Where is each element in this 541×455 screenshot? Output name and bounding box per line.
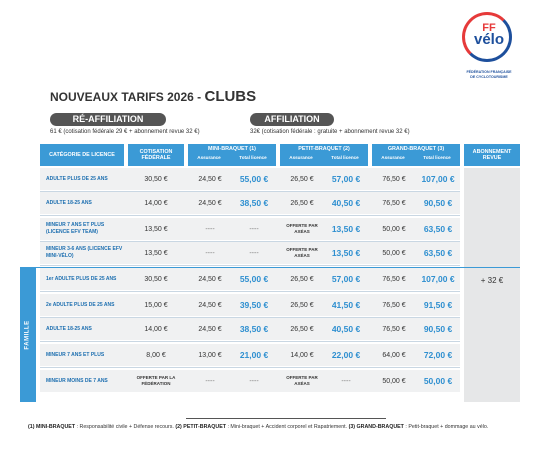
cell-petit-ass: 26,50 € [290,199,314,207]
cell-cotisation: 30,50 € [144,175,168,183]
cell-petit-tot: 41,50 € [331,300,361,310]
cell-grand-tot: 90,50 € [423,324,453,334]
abonnement-value: + 32 € [480,275,504,285]
cell-grand-tot: 72,00 € [423,350,453,360]
affiliation-note: 32€ (cotisation fédérale : gratuite + abonnement revue 32 €) [250,129,410,135]
page-title [50,88,256,105]
cell-grand-tot: 63,50 € [423,224,453,234]
cell-mini-tot: ---- [249,249,259,257]
row-separator [40,265,460,266]
title-main: CLUBS [204,88,257,105]
header-abonnement: ABONNEMENT REVUE [464,144,520,166]
cell-mini-tot: 55,00 € [239,274,269,284]
header-mini-title: MINI-BRAQUET (1) [208,146,256,152]
row-category: MINEUR 3-6 ANS (LICENCE EFV MINI-VÉLO) [46,246,123,259]
header-grand-title: GRAND-BRAQUET (3) [387,146,445,152]
header-grand [372,144,460,166]
cell-mini-tot: ---- [249,377,259,385]
footnote-rule [186,418,386,419]
cell-mini-ass: ---- [205,377,215,385]
cell-mini-tot: 38,50 € [239,198,269,208]
footnote-n2: (2) PETIT-BRAQUET [175,424,226,430]
row-category: MINEUR 7 ANS ET PLUS (LICENCE EFV TEAM) [46,222,105,235]
cell-grand-ass: 76,50 € [382,175,406,183]
cell-grand-ass: 50,00 € [382,377,406,385]
cell-mini-ass: 13,00 € [198,351,222,359]
row-category: MINEUR 7 ANS ET PLUS [46,351,105,358]
footnote-t1: : Responsabilité civile + Défense recours. [75,424,176,430]
cell-grand-ass: 76,50 € [382,275,406,283]
footnote-t3: : Petit-braquet + dommage au vélo. [403,424,489,430]
cell-mini-ass: ---- [205,225,215,233]
cell-grand-ass: 76,50 € [382,325,406,333]
header-mini-assurance: Assurance [197,155,221,160]
header-cotisation: COTISATION FÉDÉRALE [128,144,184,166]
logo-subtitle [456,70,522,80]
cell-cotisation: 8,00 € [146,351,166,359]
row-separator [40,215,460,216]
row-category: MINEUR MOINS DE 7 ANS [46,377,108,384]
cell-petit-tot: 57,00 € [331,274,361,284]
cell-petit-ass: 26,50 € [290,325,314,333]
cell-cotisation: 30,50 € [144,275,168,283]
cell-mini-tot: 55,00 € [239,174,269,184]
cell-petit-tot: ---- [341,377,351,385]
footnote-t2: : Mini-braquet + Accident corporel et Rapatriement. [225,424,349,430]
row-separator [40,367,460,368]
reaffiliation-tag: RÉ-AFFILIATION [50,113,166,126]
header-petit-total: Total licence [331,155,359,160]
cell-petit-tot: 13,50 € [331,248,361,258]
cell-mini-ass: 24,50 € [198,275,222,283]
cell-grand-tot: 91,50 € [423,300,453,310]
cell-grand-ass: 50,00 € [382,249,406,257]
cell-mini-tot: 21,00 € [239,350,269,360]
cell-mini-ass: ---- [205,249,215,257]
header-petit-assurance: Assurance [289,155,313,160]
famille-label [20,268,36,402]
cell-cotisation: 13,50 € [144,249,168,257]
cell-petit-ass: 26,50 € [290,175,314,183]
title-prefix: NOUVEAUX TARIFS 2026 - [50,90,205,104]
cell-petit-ass: 26,50 € [290,275,314,283]
header-petit-title: PETIT-BRAQUET (2) [298,146,350,152]
cell-petit-tot: 40,50 € [331,198,361,208]
cell-grand-tot: 107,00 € [421,174,455,184]
ffvelo-logo [460,12,522,79]
cell-petit-ass: 26,50 € [290,301,314,309]
cell-grand-ass: 64,00 € [382,351,406,359]
cell-mini-ass: 24,50 € [198,175,222,183]
cell-grand-tot: 107,00 € [421,274,455,284]
reaffiliation-note: 61 € (cotisation fédérale 29 € + abonnement revue 32 €) [50,129,200,135]
cell-grand-tot: 90,50 € [423,198,453,208]
affiliation-tag: AFFILIATION [250,113,334,126]
row-category: 2e ADULTE PLUS DE 25 ANS [46,301,115,308]
cell-petit-ass: OFFERTE PAR AXÉAS [286,247,318,258]
cell-petit-tot: 22,00 € [331,350,361,360]
cell-cotisation: 13,50 € [144,225,168,233]
row-category: ADULTE 18-25 ANS [46,325,92,332]
header-mini-total: Total licence [239,155,267,160]
logo-subtitle-line1: FÉDÉRATION FRANÇAISE [466,70,512,74]
cell-petit-ass: 14,00 € [290,351,314,359]
cell-grand-tot: 63,50 € [423,248,453,258]
famille-label-text: FAMILLE [25,320,32,350]
logo-velo: vélo [473,31,504,48]
header-grand-assurance: Assurance [381,155,405,160]
row-category: 1er ADULTE PLUS DE 25 ANS [46,275,117,282]
cell-grand-ass: 76,50 € [382,301,406,309]
cell-petit-tot: 13,50 € [331,224,361,234]
cell-petit-ass: OFFERTE PAR AXÉAS [286,375,318,386]
cell-petit-tot: 40,50 € [331,324,361,334]
cell-mini-tot: ---- [249,225,259,233]
cell-grand-ass: 76,50 € [382,199,406,207]
header-grand-total: Total licence [423,155,451,160]
row-category: ADULTE PLUS DE 25 ANS [46,175,108,182]
cell-cotisation: 15,00 € [144,301,168,309]
cell-mini-ass: 24,50 € [198,325,222,333]
logo-subtitle-line2: DE CYCLOTOURISME [470,75,508,79]
cell-petit-ass: OFFERTE PAR AXÉAS [286,223,318,234]
cell-mini-ass: 24,50 € [198,301,222,309]
footnote-n1: (1) MINI-BRAQUET [28,424,76,430]
header-category: CATÉGORIE DE LICENCE [40,144,124,166]
cell-cotisation: 14,00 € [144,325,168,333]
row-category: ADULTE 18-25 ANS [46,199,92,206]
cell-cotisation: 14,00 € [144,199,168,207]
cell-grand-ass: 50,00 € [382,225,406,233]
header-mini [188,144,276,166]
cell-mini-tot: 38,50 € [239,324,269,334]
row-separator [40,291,460,292]
cell-mini-ass: 24,50 € [198,199,222,207]
header-petit [280,144,368,166]
cell-mini-tot: 39,50 € [239,300,269,310]
cell-petit-tot: 57,00 € [331,174,361,184]
row-separator [40,341,460,342]
footnote-n3: (3) GRAND-BRAQUET [348,424,404,430]
logo-ff: FF [482,22,496,34]
cell-cotisation: OFFERTE PAR LA FÉDÉRATION [136,375,176,386]
logo-wordmark [460,22,518,46]
cell-grand-tot: 50,00 € [423,376,453,386]
footnote [28,424,488,430]
